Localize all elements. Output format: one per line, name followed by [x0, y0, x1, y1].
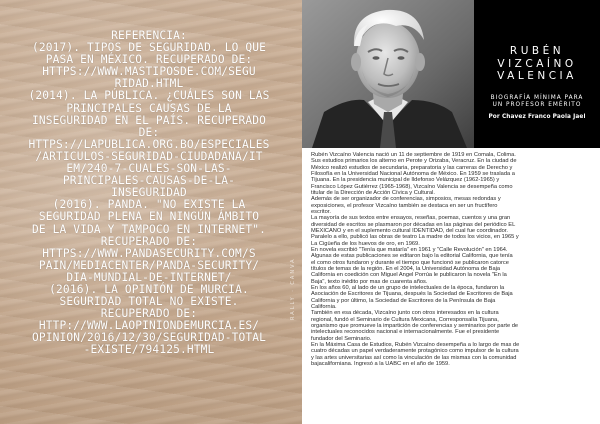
biography-line: Algunas de estas publicaciones se editaron bajo la editorial California, que tenía	[311, 253, 513, 260]
biography-line: En los años 60, al lado de un grupo de intelectuales de la época, fundaron la	[311, 284, 505, 291]
biography-line: California y por último, la Sociedad de Escritores de la Península de Baja	[311, 297, 496, 304]
portrait-illustration	[302, 0, 474, 148]
biography-line: organismo que promueve la impartición de conferencias y seminarios por parte de	[311, 322, 519, 329]
reference-line: HTTPS://WWW.MASTIPOSDE.COM/SEGU	[42, 65, 256, 79]
reference-line: DE LA VIDA Y TAMPOCO EN INTERNET".	[31, 222, 267, 236]
reference-line: PASA EN MÉXICO. RECUPERADO DE:	[45, 53, 253, 67]
biography-line: En novela escribió "Tenía que mataría" en 1961 y "Calle Revolución" en 1964.	[311, 246, 508, 253]
biography-line: Francisco López Gutiérrez (1965-1968), Vizcaíno Valencia se desempeña como	[311, 183, 513, 190]
name-line-2: VIZCAÍNO	[497, 57, 577, 70]
name-line-3: VALENCIA	[497, 70, 577, 82]
biography-line: Rubén Vizcaíno Valencia nació un 11 de septiembre de 1919 en Comala, Colima.	[311, 152, 516, 158]
reference-list	[8, 30, 290, 357]
biography-line: escritor.	[311, 208, 331, 215]
biography-line: Filosofía en la Universidad Nacional Autónoma de México. En 1959 se traslada a	[311, 170, 515, 177]
reference-line: (2016). PANDA. "NO EXISTE LA	[52, 198, 246, 212]
biography-line: fundador del Seminario.	[311, 335, 372, 342]
reference-line: /ARTICULOS-SEGURIDAD-CIUDADANA/IT	[35, 149, 263, 163]
biography-line: La Cigüeña de los huevos de oro, en 1969.	[311, 240, 420, 247]
biography-line: Tijuana. En la presidencia municipal de Ildefonso Velázquez (1962-1965) y	[311, 177, 500, 184]
biography-line: exposiciones, el profesor Vizcaíno también se destaca en ser un fructífero	[311, 202, 498, 209]
biography-line: cuatro décadas un papel verdaderamente protagónico como impulsor de la cultura	[311, 348, 519, 355]
reference-line: (2017). TIPOS DE SEGURIDAD. LO QUE	[31, 41, 267, 55]
biography-line: Asociación de Escritores de Tijuana, después la Sociedad de Escritores de Baja	[311, 291, 513, 298]
biography-line: México realizó estudios de secundaria, preparatoria y las carreras de Derecho y	[311, 164, 513, 171]
biography-line: También en esa década, Vizcaíno junto con otros interesados en la cultura	[311, 310, 499, 317]
reference-line: HTTPS://LAPUBLICA.ORG.BO/ESPECIALES	[28, 137, 270, 151]
reference-line: HTTPS://WWW.PANDASECURITY.COM/S	[42, 246, 256, 260]
reference-line: SEGURIDAD PLENA EN NINGÚN ÁMBITO	[38, 210, 260, 224]
title-panel	[474, 0, 600, 148]
biography-line: Sus estudios primarios los alterno en Perote y Orizaba, Veracruz. En la ciudad de	[311, 158, 517, 165]
biography-line: California en coedición con Miguel Angel Porrúa le publicaron la novela "En la	[311, 272, 507, 279]
portrait-photo	[302, 0, 474, 148]
biography-line: diversidad de escritos se plasmaron por décadas en las páginas del periódico EL	[311, 221, 516, 228]
biography-text	[311, 152, 593, 367]
biography-line: California.	[311, 303, 337, 310]
biography-line: Además de ser organizador de conferencias, simposios, mesas redondas y	[311, 196, 501, 203]
reference-line: PRINCIPALES-CAUSAS-DE-LA-	[62, 174, 236, 188]
biography-line: intelectuales reconocidos nacional e internacionalmente. Fue el presidente	[311, 329, 500, 336]
reference-line: OPINION/2016/12/30/SEGURIDAD-TOTAL	[31, 331, 267, 345]
subtitle-line-2: UN PROFESOR EMÉRITO	[492, 102, 582, 108]
biography-line: En la Máxima Casa de Estudios, Rubén Vizcaíno desempeña a lo largo de mas de	[311, 341, 520, 348]
reference-line: -EXISTE/794125.HTML	[83, 343, 215, 357]
reference-line: HTTP://WWW.LAOPINIONDEMURCIA.ES/	[38, 319, 260, 333]
reference-line: DE:	[138, 125, 160, 139]
name-line-1: RUBÉN	[509, 45, 565, 57]
biography-line: y las artes universitarias así como la vinculación de las mismas con la comunidad	[311, 354, 517, 361]
reference-line: (2016). LA OPINIÓN DE MURCIA.	[49, 282, 249, 296]
reference-line: INSEGURIDAD EN EL PAÍS. RECUPERADO	[31, 113, 267, 127]
reference-line: EM/240-7-CUALES-SON-LAS-	[66, 162, 232, 176]
reference-line: DIA-MUNDIAL-DE-INTERNET/	[66, 270, 232, 284]
biography-line: títulos de temas de la región. En el 2004, la Universidad Autónoma de Baja	[311, 265, 501, 272]
reference-line: PRINCIPALES CAUSAS DE LA	[66, 101, 232, 115]
biography-line: titular de la Dirección de Acción Cívica y Cultural.	[311, 189, 435, 196]
person-name-title	[474, 45, 600, 83]
vertical-caption: RALLY · CANVA	[290, 257, 296, 320]
author-credit: Por Chavez Franco Paola Jael	[488, 114, 586, 120]
reference-line: PAIN/MEDIACENTER/PANDA-SECURITY/	[38, 258, 260, 272]
reference-line: RECUPERADO DE:	[100, 234, 198, 248]
reference-line: RIDAD.HTML	[114, 77, 184, 91]
biography-line: el como otros fundaron y durante el tiempo que funcionó se publicaron catorce	[311, 259, 509, 266]
biography-line: bajacaliforniana. Ingresó a la UABC en el año de 1959.	[311, 360, 450, 367]
subtitle-line-1: BIOGRAFÍA MÍNIMA PARA	[490, 95, 584, 101]
biography-line: Paralelo a ello, publicó las obras de teatro La madre de todos los vicios, en 1965 y	[311, 234, 519, 241]
biography-line: Baja", texto inédito por mas de cuarenta años.	[311, 278, 428, 285]
biography-line: La mayoría de sus textos entre ensayos, reseñas, poemas, cuentos y una gran	[311, 215, 511, 222]
biography-line: regional, fundó el Seminario de Cultura Mexicana, Corresponsalía Tijuana,	[311, 316, 499, 323]
biography-line: MEXICANO y en el suplemento cultural IDENTIDAD, del cual fue coordinador.	[311, 227, 508, 234]
reference-line: (2014). LA PÚBLICA. ¿CUÁLES SON LAS	[28, 89, 270, 103]
reference-line: REFERENCIA:	[111, 29, 187, 42]
reference-line: INSEGURIDAD	[111, 186, 187, 200]
subtitle	[474, 95, 600, 109]
reference-line: SEGURIDAD TOTAL NO EXISTE.	[59, 295, 239, 309]
reference-line: RECUPERADO DE:	[100, 307, 198, 321]
